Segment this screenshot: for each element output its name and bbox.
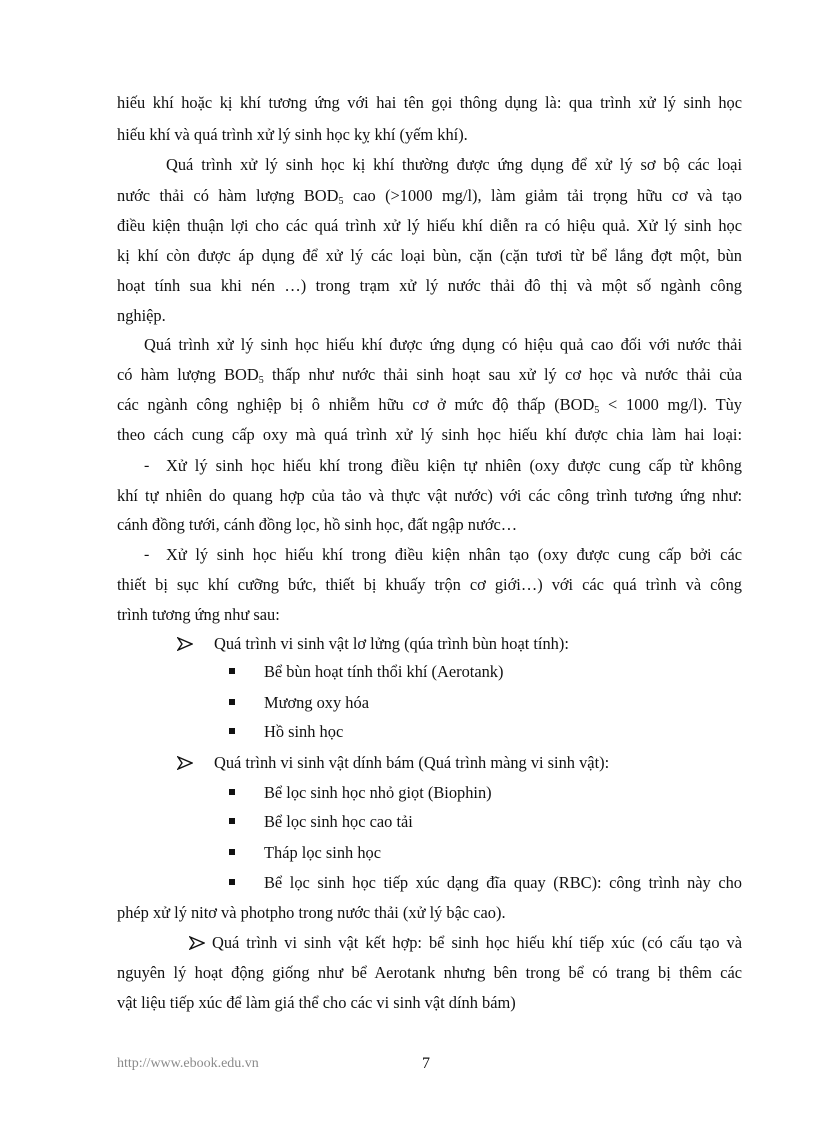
group3-line2: nguyên lý hoạt động giống như bể Aerotank nhưng bên trong bể có trang bị thêm các: [117, 963, 742, 982]
dash-marker: -: [144, 457, 150, 474]
paragraph2-line6: nghiệp.: [117, 306, 166, 325]
group2-item: Bể lọc sinh học tiếp xúc dạng đĩa quay (RBC): công trình này cho: [264, 873, 742, 892]
group2-title: Quá trình vi sinh vật dính bám (Quá trình màng vi sinh vật):: [214, 753, 610, 772]
square-bullet-icon: [229, 818, 235, 824]
group1-title: Quá trình vi sinh vật lơ lửng (qúa trình bùn hoạt tính):: [214, 634, 569, 653]
group3-line1: Quá trình vi sinh vật kết hợp: bể sinh học hiếu khí tiếp xúc (có cấu tạo và: [212, 933, 742, 952]
group3-line3: vật liệu tiếp xúc để làm giá thể cho các vi sinh vật dính bám): [117, 993, 516, 1012]
paragraph1-line2: hiếu khí và quá trình xử lý sinh học kỵ khí (yếm khí).: [117, 125, 468, 144]
group2-item: Tháp lọc sinh học: [264, 843, 381, 862]
paragraph3-line1: Quá trình xử lý sinh học hiếu khí được ứng dụng có hiệu quả cao đối với nước thải: [144, 335, 742, 354]
paragraph2-line3: điều kiện thuận lợi cho các quá trình xử lý hiếu khí diễn ra có hiệu quả. Xử lý sinh học: [117, 216, 742, 235]
dash-marker: -: [144, 546, 150, 563]
paragraph3-line4: theo cách cung cấp oxy mà quá trình xử lý sinh học hiếu khí được chia làm hai loại:: [117, 425, 742, 444]
dash-item2-line2: thiết bị sục khí cưỡng bức, thiết bị khuấy trộn cơ giới…) với các quá trình và công: [117, 575, 742, 594]
group2-continuation: phép xử lý nitơ và photpho trong nước thải (xử lý bậc cao).: [117, 903, 506, 922]
arrowhead-bullet-icon: [189, 936, 205, 950]
dash-item2-line1: Xử lý sinh học hiếu khí trong điều kiện nhân tạo (oxy được cung cấp bởi các: [166, 545, 742, 564]
group2-item: Bể lọc sinh học nhỏ giọt (Biophin): [264, 783, 492, 802]
dash-item1-line2: khí tự nhiên do quang hợp của tảo và thực vật nước) với các công trình tương ứng như:: [117, 486, 742, 505]
dash-item1-line1: Xử lý sinh học hiếu khí trong điều kiện tự nhiên (oxy được cung cấp từ không: [166, 456, 742, 475]
paragraph3-line2: có hàm lượng $BOD_5$ thấp như nước thải sinh hoạt sau xử lý cơ học và nước thải của: [117, 365, 742, 386]
group1-item: Hồ sinh học: [264, 722, 344, 741]
square-bullet-icon: [229, 668, 235, 674]
group1-item: Mương oxy hóa: [264, 693, 369, 712]
paragraph3-line3: các ngành công nghiệp bị ô nhiễm hữu cơ ở mức độ thấp ($BOD_5 < 1000$ mg/l). Tùy: [117, 395, 742, 416]
paragraph2-line2: nước thải có hàm lượng $BOD_5$ cao (>1000 mg/l), làm giảm tải trọng hữu cơ và tạo: [117, 186, 742, 207]
dash-item2-line3: trình tương ứng như sau:: [117, 605, 280, 624]
square-bullet-icon: [229, 849, 235, 855]
page-number: 7: [422, 1055, 430, 1072]
paragraph2-line1: Quá trình xử lý sinh học kị khí thường được ứng dụng để xử lý sơ bộ các loại: [166, 155, 742, 174]
square-bullet-icon: [229, 699, 235, 705]
paragraph2-line4: kị khí còn được áp dụng để xử lý các loại bùn, cặn (cặn tươi từ bể lắng đợt một, bùn: [117, 246, 742, 265]
dash-item1-line3: cánh đồng tưới, cánh đồng lọc, hồ sinh học, đất ngập nước…: [117, 515, 518, 534]
arrowhead-bullet-icon: [177, 637, 193, 651]
square-bullet-icon: [229, 879, 235, 885]
square-bullet-icon: [229, 789, 235, 795]
group2-item: Bể lọc sinh học cao tải: [264, 812, 413, 831]
paragraph1-line1: hiếu khí hoặc kị khí tương ứng với hai tên gọi thông dụng là: qua trình xử lý sinh học: [117, 93, 742, 112]
arrowhead-bullet-icon: [177, 756, 193, 770]
footer-url-link[interactable]: http://www.ebook.edu.vn: [117, 1056, 259, 1071]
square-bullet-icon: [229, 728, 235, 734]
group1-item: Bể bùn hoạt tính thổi khí (Aerotank): [264, 662, 504, 681]
paragraph2-line5: hoạt tính sua khi nén …) trong trạm xử lý nước thải đô thị và một số ngành công: [117, 276, 742, 295]
